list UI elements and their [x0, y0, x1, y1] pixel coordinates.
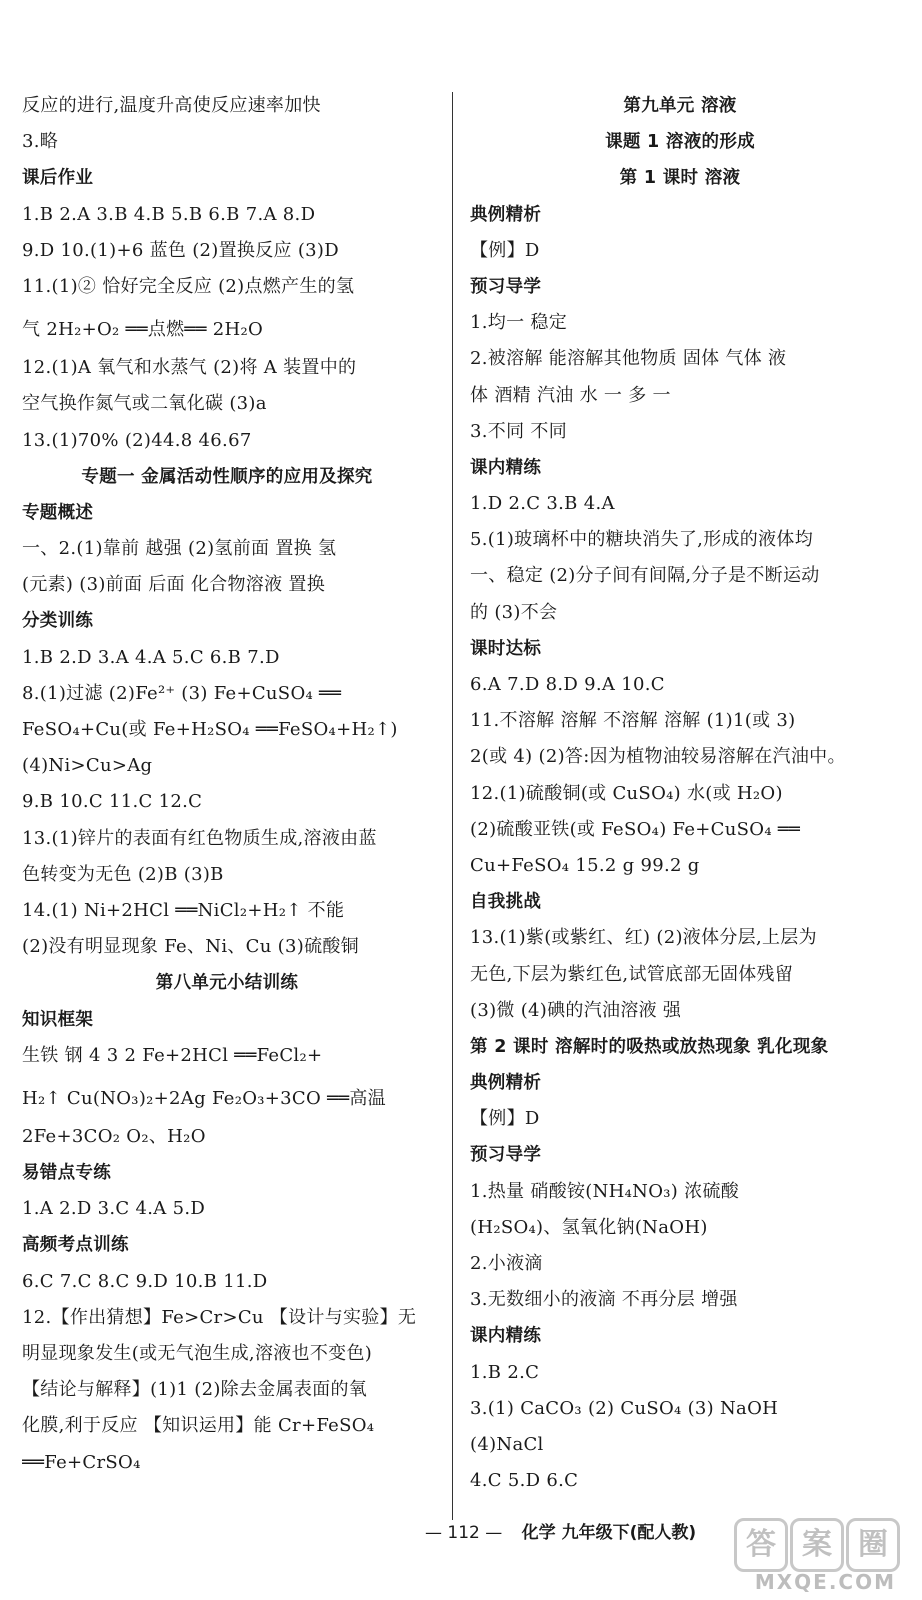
answer-line: (3)微 (4)碘的汽油溶液 强 — [470, 999, 682, 1021]
answer-line: 13.(1)70% (2)44.8 46.67 — [22, 429, 252, 451]
section-heading: 预习导学 — [470, 276, 542, 297]
answer-line: 一、2.(1)靠前 越强 (2)氢前面 置换 氢 — [22, 538, 337, 560]
answer-line: 2(或 4) (2)答:因为植物油较易溶解在汽油中。 — [470, 746, 846, 768]
answer-line: 1.D 2.C 3.B 4.A — [470, 493, 615, 515]
answer-line: (4)Ni>Cu>Ag — [22, 755, 153, 777]
section-title: 第 1 课时 溶液 — [619, 168, 741, 189]
section-heading: 知识框架 — [22, 1009, 94, 1030]
page-footer — [425, 1518, 696, 1543]
answer-line: 4.C 5.D 6.C — [470, 1470, 579, 1492]
answer-line: ══Fe+CrSO₄ — [22, 1451, 141, 1473]
answer-line: 5.(1)玻璃杯中的糖块消失了,形成的液体均 — [470, 529, 813, 551]
section-heading: 课时达标 — [470, 638, 542, 659]
answer-line: 14.(1) Ni+2HCl ══NiCl₂+H₂↑ 不能 — [22, 899, 345, 921]
section-heading: 课后作业 — [22, 168, 94, 189]
answer-line: 1.均一 稳定 — [470, 312, 567, 334]
section-title: 课题 1 溶液的形成 — [605, 132, 755, 153]
answer-line: (H₂SO₄)、氢氧化钠(NaOH) — [470, 1216, 708, 1238]
answer-line: 色转变为无色 (2)B (3)B — [22, 863, 224, 885]
section-title: 第八单元小结训练 — [155, 973, 299, 994]
answer-line: 3.不同 不同 — [470, 420, 567, 442]
watermark-glyph: 案 — [790, 1518, 844, 1572]
left-column — [22, 88, 432, 1481]
section-heading: 自我挑战 — [470, 892, 542, 913]
answer-line: 13.(1)锌片的表面有红色物质生成,溶液由蓝 — [22, 827, 377, 849]
answer-line: 3.(1) CaCO₃ (2) CuSO₄ (3) NaOH — [470, 1397, 779, 1419]
answer-line: 【结论与解释】(1)1 (2)除去金属表面的氧 — [22, 1379, 368, 1401]
answer-line: 6.A 7.D 8.D 9.A 10.C — [470, 674, 665, 695]
answer-line: 1.B 2.A 3.B 4.B 5.B 6.B 7.A 8.D — [22, 203, 316, 225]
answer-line: 1.A 2.D 3.C 4.A 5.D — [22, 1198, 206, 1220]
answer-line: (2)没有明显现象 Fe、Ni、Cu (3)硫酸铜 — [22, 936, 359, 958]
watermark-glyph: 答 — [734, 1518, 788, 1572]
answer-line: 12.(1)A 氧气和水蒸气 (2)将 A 装置中的 — [22, 357, 357, 379]
section-title: 专题一 金属活动性顺序的应用及探究 — [81, 466, 373, 487]
book-subject: 化学 九年级下(配人教) — [521, 1523, 697, 1543]
section-heading: 易错点专练 — [22, 1163, 111, 1184]
section-heading: 第 2 课时 溶解时的吸热或放热现象 乳化现象 — [470, 1036, 829, 1057]
answer-line: 【例】D — [470, 1108, 540, 1130]
answer-line: 的 (3)不会 — [470, 601, 558, 623]
answer-line: FeSO₄+Cu(或 Fe+H₂SO₄ ══FeSO₄+H₂↑) — [22, 719, 398, 740]
answer-line: 化膜,利于反应 【知识运用】能 Cr+FeSO₄ — [22, 1415, 375, 1437]
answer-line: 体 酒精 汽油 水 一 多 一 — [470, 384, 671, 406]
answer-line: 一、稳定 (2)分子间有间隔,分子是不断运动 — [470, 565, 820, 587]
section-heading: 预习导学 — [470, 1145, 542, 1166]
page-number: — 112 — — [425, 1523, 503, 1543]
answer-line: 12.(1)硫酸铜(或 CuSO₄) 水(或 H₂O) — [470, 782, 783, 804]
answer-line: 1.B 2.D 3.A 4.A 5.C 6.B 7.D — [22, 646, 280, 668]
answer-line: 3.略 — [22, 131, 59, 153]
answer-line: 11.(1)② 恰好完全反应 (2)点燃产生的氢 — [22, 275, 355, 297]
answer-line: 9.B 10.C 11.C 12.C — [22, 791, 203, 813]
answer-line: 11.不溶解 溶解 不溶解 溶解 (1)1(或 3) — [470, 710, 796, 732]
answer-line: 气 2H₂+O₂ ══点燃══ 2H₂O — [22, 319, 264, 341]
answer-line: 2Fe+3CO₂ O₂、H₂O — [22, 1125, 206, 1147]
section-heading: 高频考点训练 — [22, 1235, 129, 1256]
answer-line: 无色,下层为紫红色,试管底部无固体残留 — [470, 963, 794, 985]
answer-line: 明显现象发生(或无气泡生成,溶液也不变色) — [22, 1343, 373, 1364]
answer-line: H₂↑ Cu(NO₃)₂+2Ag Fe₂O₃+3CO ══高温 — [22, 1087, 386, 1109]
answer-line: 2.小液滴 — [470, 1253, 543, 1274]
column-divider — [452, 92, 453, 1520]
answer-line: 13.(1)紫(或紫红、红) (2)液体分层,上层为 — [470, 927, 817, 949]
answer-line: (元素) (3)前面 后面 化合物溶液 置换 — [22, 574, 326, 596]
answer-line: 9.D 10.(1)+6 蓝色 (2)置换反应 (3)D — [22, 239, 339, 261]
watermark-glyph: 圈 — [846, 1518, 900, 1572]
answer-line: 【例】D — [470, 239, 540, 261]
section-heading: 专题概述 — [22, 502, 94, 523]
answer-line: 12.【作出猜想】Fe>Cr>Cu 【设计与实验】无 — [22, 1306, 417, 1328]
answer-line: 2.被溶解 能溶解其他物质 固体 气体 液 — [470, 348, 787, 370]
section-heading: 典例精析 — [470, 204, 542, 225]
answer-line: 空气换作氮气或二氧化碳 (3)a — [22, 393, 267, 415]
section-heading: 分类训练 — [22, 611, 94, 632]
answer-line: (2)硫酸亚铁(或 FeSO₄) Fe+CuSO₄ ══ — [470, 818, 801, 840]
watermark-logo — [724, 1514, 904, 1594]
answer-line: 8.(1)过滤 (2)Fe²⁺ (3) Fe+CuSO₄ ══ — [22, 682, 342, 704]
answer-line: 生铁 钢 4 3 2 Fe+2HCl ══FeCl₂+ — [22, 1044, 323, 1066]
right-column — [470, 88, 890, 1499]
answer-line: 反应的进行,温度升高使反应速率加快 — [22, 95, 321, 116]
answer-line: 3.无数细小的液滴 不再分层 增强 — [470, 1289, 738, 1311]
answer-line: 1.热量 硝酸铵(NH₄NO₃) 浓硫酸 — [470, 1180, 740, 1202]
section-heading: 典例精析 — [470, 1073, 542, 1094]
answer-line: Cu+FeSO₄ 15.2 g 99.2 g — [470, 854, 700, 876]
section-heading: 课内精练 — [470, 457, 542, 478]
answer-line: 6.C 7.C 8.C 9.D 10.B 11.D — [22, 1270, 268, 1292]
section-heading: 课内精练 — [470, 1326, 542, 1347]
watermark-text: MXQE.COM — [754, 1570, 896, 1594]
section-title: 第九单元 溶液 — [623, 96, 737, 116]
answer-line: 1.B 2.C — [470, 1361, 540, 1383]
answer-line: (4)NaCl — [470, 1433, 544, 1455]
